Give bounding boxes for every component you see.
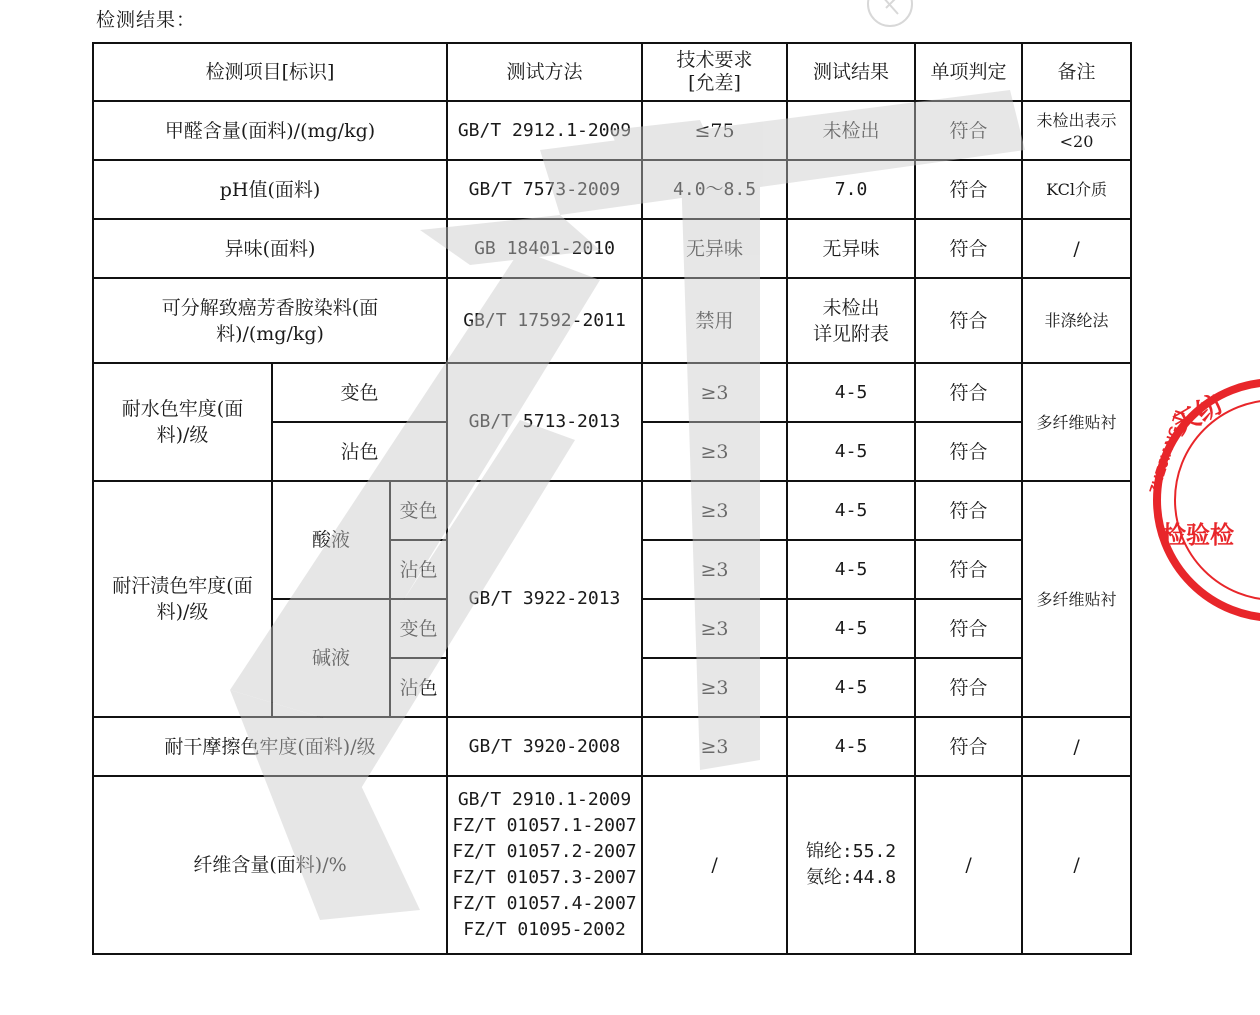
stamp-bottom: 检验检 <box>1162 522 1234 549</box>
sub-item-cell: 碱液 <box>272 599 390 717</box>
table-row-sweat-acid-change <box>93 481 1131 540</box>
header-method: 测试方法 <box>447 43 642 101</box>
table-row-fiber <box>93 776 1131 954</box>
table-row-water-change <box>93 363 1131 422</box>
stamp-text: 天纺 <box>1168 388 1229 441</box>
result-cell: 未检出 详见附表 <box>787 278 915 363</box>
judgement-cell: 符合 <box>915 422 1022 481</box>
corner-seal-icon <box>860 0 920 32</box>
judgement-cell: 符合 <box>915 160 1022 219</box>
judgement-cell: 符合 <box>915 481 1022 540</box>
judgement-cell: 符合 <box>915 219 1022 278</box>
inspection-seal-stamp <box>1145 375 1260 625</box>
item-cell: 异味(面料) <box>93 219 447 278</box>
result-cell: 4-5 <box>787 422 915 481</box>
remark-cell: 非涤纶法 <box>1022 278 1131 363</box>
result-cell: 4-5 <box>787 481 915 540</box>
remark-cell: / <box>1022 219 1131 278</box>
requirement-cell: ≥3 <box>642 599 787 658</box>
remark-cell: / <box>1022 776 1131 954</box>
result-cell: 4-5 <box>787 658 915 717</box>
result-cell: 7.0 <box>787 160 915 219</box>
sub-item-cell: 酸液 <box>272 481 390 599</box>
result-cell: 4-5 <box>787 717 915 776</box>
judgement-cell: 符合 <box>915 363 1022 422</box>
result-cell: 锦纶:55.2 氨纶:44.8 <box>787 776 915 954</box>
judgement-cell: 符合 <box>915 717 1022 776</box>
remark-cell: 未检出表示 <20 <box>1022 101 1131 160</box>
table-row-odor <box>93 219 1131 278</box>
requirement-cell: ≥3 <box>642 540 787 599</box>
header-result: 测试结果 <box>787 43 915 101</box>
item-cell: 耐汗渍色牢度(面 料)/级 <box>93 481 272 717</box>
item-cell: 甲醛含量(面料)/(mg/kg) <box>93 101 447 160</box>
result-cell: 4-5 <box>787 363 915 422</box>
judgement-cell: 符合 <box>915 599 1022 658</box>
method-cell: GB/T 5713-2013 <box>447 363 642 481</box>
sub-sub-item-cell: 沾色 <box>390 540 447 599</box>
remark-cell: 多纤维贴衬 <box>1022 363 1131 481</box>
sub-sub-item-cell: 变色 <box>390 599 447 658</box>
header-remark: 备注 <box>1022 43 1131 101</box>
method-cell: GB/T 3920-2008 <box>447 717 642 776</box>
judgement-cell: 符合 <box>915 540 1022 599</box>
table-row-ph <box>93 160 1131 219</box>
header-row <box>93 43 1131 101</box>
requirement-cell: 无异味 <box>642 219 787 278</box>
sub-sub-item-cell: 变色 <box>390 481 447 540</box>
method-cell: GB/T 7573-2009 <box>447 160 642 219</box>
requirement-cell: ≥3 <box>642 658 787 717</box>
item-cell: 耐水色牢度(面 料)/级 <box>93 363 272 481</box>
requirement-cell: 禁用 <box>642 278 787 363</box>
remark-cell: 多纤维贴衬 <box>1022 481 1131 717</box>
requirement-cell: ≥3 <box>642 422 787 481</box>
table-row-formaldehyde <box>93 101 1131 160</box>
table-row-rubbing <box>93 717 1131 776</box>
judgement-cell: / <box>915 776 1022 954</box>
method-cell: GB/T 2912.1-2009 <box>447 101 642 160</box>
requirement-cell: / <box>642 776 787 954</box>
header-requirement: 技术要求 [允差] <box>642 43 787 101</box>
method-cell: GB/T 2910.1-2009 FZ/T 01057.1-2007 FZ/T 01057.2-2007 FZ/T 01057.3-2007 FZ/T 01057.4-2007 FZ/T 01095-2002 <box>447 776 642 954</box>
item-cell: 可分解致癌芳香胺染料(面 料)/(mg/kg) <box>93 278 447 363</box>
method-cell: GB/T 3922-2013 <box>447 481 642 717</box>
method-cell: GB/T 17592-2011 <box>447 278 642 363</box>
header-judgement: 单项判定 <box>915 43 1022 101</box>
section-title: 检测结果： <box>96 9 197 31</box>
remark-cell: KCl介质 <box>1022 160 1131 219</box>
remark-cell: / <box>1022 717 1131 776</box>
judgement-cell: 符合 <box>915 101 1022 160</box>
result-cell: 未检出 <box>787 101 915 160</box>
requirement-cell: ≤75 <box>642 101 787 160</box>
sub-sub-item-cell: 沾色 <box>390 658 447 717</box>
table-row-azo <box>93 278 1131 363</box>
requirement-cell: ≥3 <box>642 717 787 776</box>
requirement-cell: ≥3 <box>642 481 787 540</box>
sub-item-cell: 变色 <box>272 363 447 422</box>
result-cell: 无异味 <box>787 219 915 278</box>
result-cell: 4-5 <box>787 599 915 658</box>
item-cell: pH值(面料) <box>93 160 447 219</box>
requirement-cell: 4.0～8.5 <box>642 160 787 219</box>
requirement-cell: ≥3 <box>642 363 787 422</box>
judgement-cell: 符合 <box>915 658 1022 717</box>
item-cell: 耐干摩擦色牢度(面料)/级 <box>93 717 447 776</box>
result-cell: 4-5 <box>787 540 915 599</box>
item-cell: 纤维含量(面料)/% <box>93 776 447 954</box>
judgement-cell: 符合 <box>915 278 1022 363</box>
stamp-latin: ZHEJIANG TI <box>1145 408 1188 496</box>
test-results-table <box>92 42 1132 955</box>
method-cell: GB 18401-2010 <box>447 219 642 278</box>
sub-item-cell: 沾色 <box>272 422 447 481</box>
header-item: 检测项目[标识] <box>93 43 447 101</box>
